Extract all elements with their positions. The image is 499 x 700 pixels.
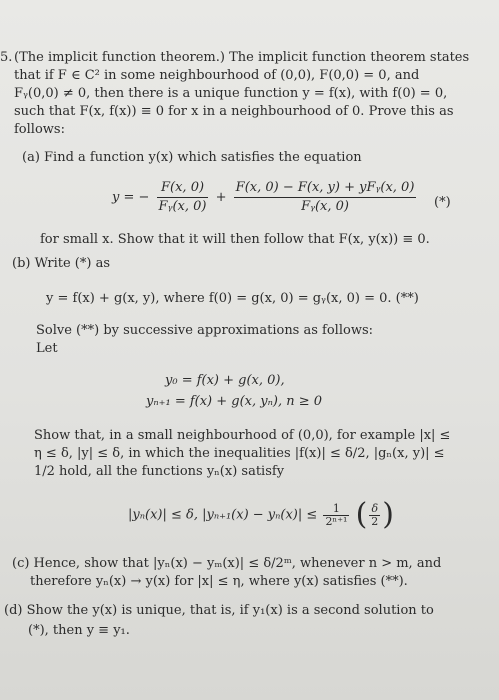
iteration-yn1: yₙ₊₁ = f(x) + g(x, yₙ), n ≥ 0 [146, 394, 323, 409]
inequality-fraction-den: 2ⁿ⁺¹ [325, 514, 348, 528]
solve-line: Solve (**) by successive approximations as follows: [36, 323, 374, 338]
show-line-2: η ≤ δ, |y| ≤ δ, in which the inequalities |f(x)| ≤ δ/2, |gₙ(x, y)| ≤ [34, 446, 445, 461]
part-c-line-2: therefore yₙ(x) → y(x) for |x| ≤ η, where y(x) satisfies (**). [30, 574, 408, 589]
equation-double-star: y = f(x) + g(x, y), where f(0) = g(x, 0) = gᵧ(x, 0) = 0. (**) [46, 291, 419, 306]
problem-number: 5. [0, 50, 13, 65]
iteration-y0: y₀ = f(x) + g(x, 0), [165, 373, 285, 388]
left-paren: ( [355, 497, 368, 532]
intro-line-4: such that F(x, f(x)) ≡ 0 for x in a neighbourhood of 0. Prove this as [14, 104, 454, 119]
let-word: Let [36, 341, 58, 356]
intro-line-3: Fᵧ(0,0) ≠ 0, then there is a unique function y = f(x), with f(0) = 0, [14, 86, 448, 101]
part-c-line-1: (c) Hence, show that |yₙ(x) − yₘ(x)| ≤ δ/2ᵐ, whenever n > m, and [12, 556, 442, 571]
inequality-fraction-num: 1 [323, 503, 349, 516]
part-d-line-1: (d) Show the y(x) is unique, that is, if y₁(x) is a second solution to [4, 603, 434, 618]
part-a-heading: (a) Find a function y(x) which satisfies the equation [22, 150, 362, 165]
fraction-1-denominator: Fᵧ(x, 0) [158, 199, 207, 214]
fraction-1 [157, 180, 209, 215]
right-paren: ) [382, 497, 394, 532]
plus-sign: + [215, 190, 227, 205]
intro-line-2: that if F ∈ C² in some neighbourhood of (0,0), F(0,0) = 0, and [14, 68, 420, 83]
eq-lhs: y = − [112, 190, 150, 205]
inequality-line [128, 497, 394, 532]
inequality-left: |yₙ(x)| ≤ δ, |yₙ₊₁(x) − yₙ(x)| ≤ [128, 507, 318, 523]
part-b-heading: (b) Write (*) as [12, 256, 110, 271]
intro-line-1: (The implicit function theorem.) The implicit function theorem states [14, 50, 470, 65]
show-line-1: Show that, in a small neighbourhood of (0,0), for example |x| ≤ [34, 428, 451, 443]
part-d-line-2: (*), then y ≡ y₁. [28, 623, 130, 638]
fraction-1-numerator: F(x, 0) [157, 180, 209, 198]
equation-tag-star: (*) [434, 195, 451, 210]
equation-star [112, 180, 419, 215]
fraction-2-numerator: F(x, 0) − F(x, y) + yFᵧ(x, 0) [234, 180, 417, 198]
fraction-2-denominator: Fᵧ(x, 0) [301, 199, 349, 214]
part-a-after: for small x. Show that it will then follow that F(x, y(x)) ≡ 0. [40, 232, 430, 247]
fraction-2 [234, 180, 417, 215]
inequality-fraction [323, 503, 349, 528]
delta-over-2-den: 2 [371, 514, 379, 528]
intro-line-5: follows: [14, 122, 65, 137]
show-line-3: 1/2 hold, all the functions yₙ(x) satisfy [34, 464, 285, 479]
delta-over-2 [369, 503, 380, 528]
delta-over-2-num: δ [369, 503, 380, 516]
